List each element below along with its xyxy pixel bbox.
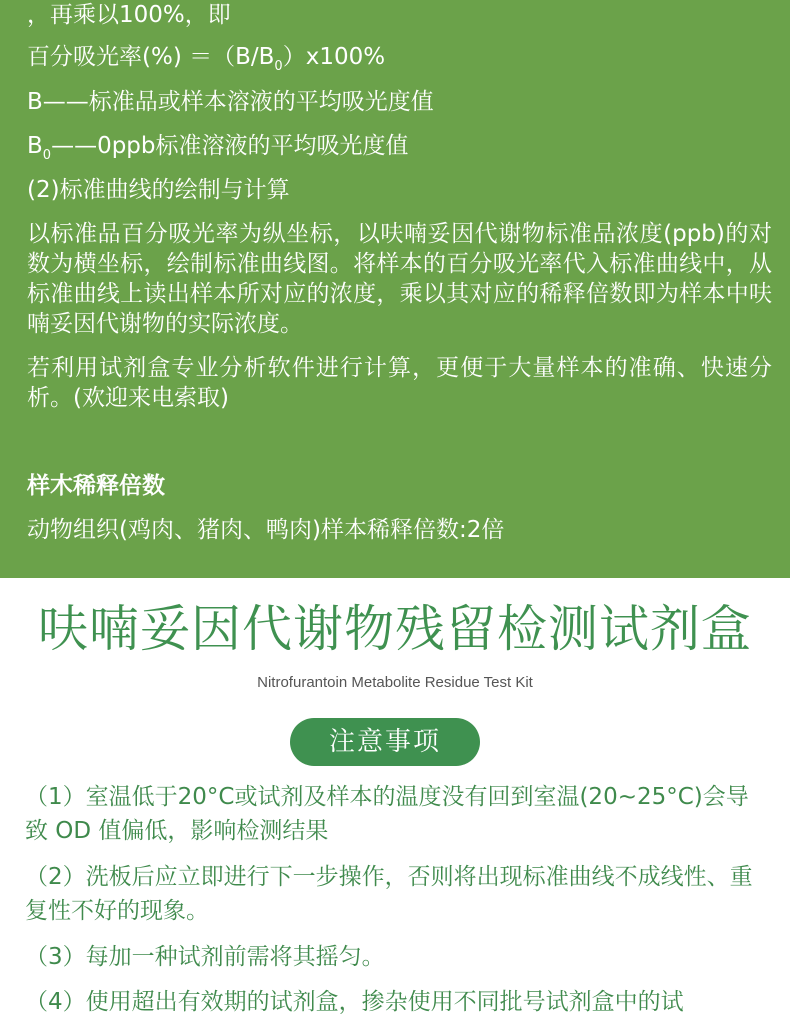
notice-item: （3）每加一种试剂前需将其摇匀。	[25, 944, 385, 970]
step2-title: (2)标准曲线的绘制与计算	[27, 177, 290, 203]
notice-item: （2）洗板后应立即进行下一步操作，否则将出现标准曲线不成线性、重复性不好的现象。	[25, 864, 753, 924]
formula-line	[27, 42, 385, 72]
dilution-heading: 样木稀释倍数	[27, 473, 165, 499]
definition-b0-suffix: ——0ppb标准溶液的平均吸光度值	[51, 133, 409, 159]
software-note: 若利用试剂盒专业分析软件进行计算，更便于大量样本的准确、快速分析。(欢迎来电索取)	[27, 355, 772, 411]
formula-prefix: 百分吸光率(%) ＝（B/B	[27, 44, 275, 70]
formula-subscript: 0	[274, 59, 283, 74]
formula-suffix: ）x100%	[282, 44, 386, 70]
notice-item: （1）室温低于20°C或试剂及样本的温度没有回到室温(20~25°C)会导致 OD 值偏低，影响检测结果	[25, 784, 749, 844]
continuation-line: ，再乘以100%，即	[27, 2, 231, 28]
product-subtitle: Nitrofurantoin Metabolite Residue Test Kit	[257, 674, 533, 691]
definition-b0-subscript: 0	[42, 148, 52, 163]
notice-item: （4）使用超出有效期的试剂盒，掺杂使用不同批号试剂盒中的试	[25, 989, 684, 1015]
product-title: 呋喃妥因代谢物残留检测试剂盒	[38, 600, 752, 658]
step2-body: 以标准品百分吸光率为纵坐标，以呋喃妥因代谢物标准品浓度(ppb)的对数为横坐标，绘制标准曲线图。将样本的百分吸光率代入标准曲线中，从标准曲线上读出样本所对应的浓度，乘以其对应的稀释倍数即为样本中呋喃妥因代谢物的实际浓度。	[27, 221, 772, 337]
definition-b0-prefix: B	[27, 133, 43, 159]
dilution-body: 动物组织(鸡肉、猪肉、鸭肉)样本稀释倍数:2倍	[27, 517, 505, 543]
definition-b: B——标准品或样本溶液的平均吸光度值	[27, 89, 434, 115]
product-notice-panel	[0, 578, 790, 1015]
definition-b0	[27, 131, 409, 161]
notice-badge: 注意事项	[290, 718, 480, 766]
